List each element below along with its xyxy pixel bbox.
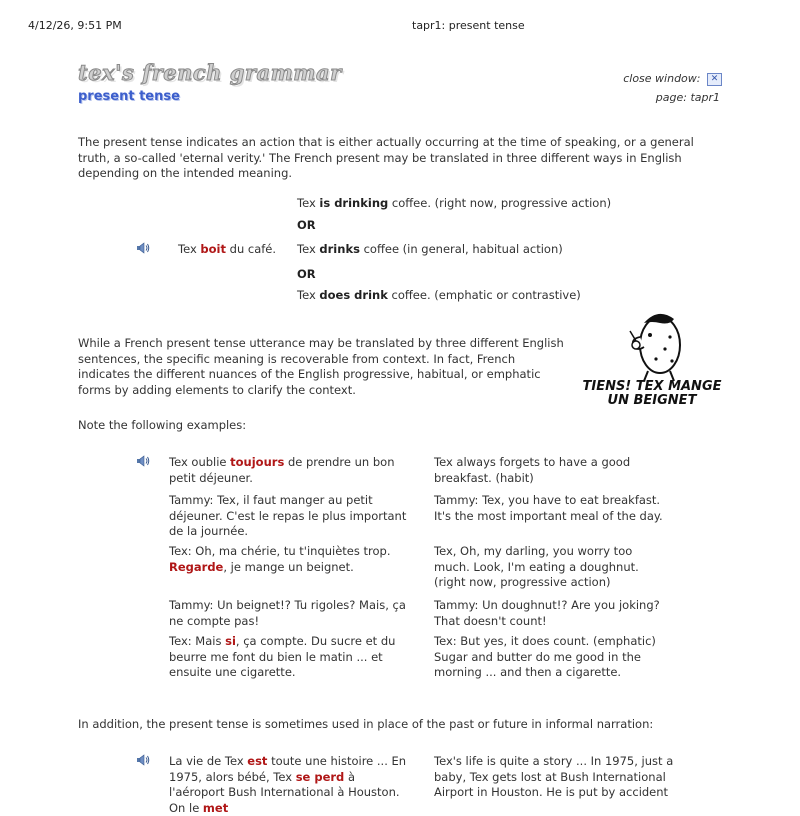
close-window-label: close window: bbox=[623, 72, 701, 85]
or-label: OR bbox=[297, 267, 316, 281]
note-label: Note the following examples: bbox=[78, 418, 247, 432]
page-id: page: tapr1 bbox=[655, 91, 720, 104]
print-title: tapr1: present tense bbox=[412, 19, 525, 32]
dialog-english-1: Tex always forgets to have a good breakfast. (habit) bbox=[434, 455, 631, 485]
cartoon-caption: TIENS! TEX MANGE UN BEIGNET bbox=[582, 379, 722, 408]
translation-habitual: Tex drinks coffee (in general, habitual action) bbox=[297, 242, 563, 256]
dialog-english-4: Tammy: Un doughnut!? Are you joking? That doesn't count! bbox=[434, 598, 660, 628]
dialog-french-2: Tammy: Tex, il faut manger au petit déjeuner. C'est le repas le plus important de la journée. bbox=[169, 493, 407, 538]
or-label: OR bbox=[297, 218, 316, 232]
narration-english: Tex's life is quite a story ... In 1975, just a baby, Tex gets lost at Bush International Airport in Houston. He is put by accident bbox=[434, 754, 674, 799]
narration-paragraph: In addition, the present tense is sometimes used in place of the past or future in informal narration: bbox=[78, 717, 654, 731]
dialog-french-5: Tex: Mais si, ça compte. Du sucre et du beurre me font du bien le matin ... et ensuite une cigarette. bbox=[169, 634, 396, 679]
translation-progressive: Tex is drinking coffee. (right now, progressive action) bbox=[297, 196, 612, 210]
close-window-control[interactable] bbox=[623, 72, 722, 86]
dialog-french-3: Tex: Oh, ma chérie, tu t'inquiètes trop. Regarde, je mange un beignet. bbox=[169, 544, 391, 574]
speaker-icon[interactable] bbox=[136, 754, 150, 766]
print-datetime: 4/12/26, 9:51 PM bbox=[28, 19, 122, 32]
dialog-french-1: Tex oublie toujours de prendre un bon petit déjeuner. bbox=[169, 455, 395, 485]
dialog-english-2: Tammy: Tex, you have to eat breakfast. It's the most important meal of the day. bbox=[434, 493, 663, 523]
example1-french: Tex boit du café. bbox=[178, 242, 277, 256]
speaker-icon[interactable] bbox=[136, 242, 150, 254]
dialog-english-3: Tex, Oh, my darling, you worry too much. Look, I'm eating a doughnut. (right now, progressive action) bbox=[434, 544, 639, 589]
close-icon[interactable]: ✕ bbox=[707, 73, 722, 86]
dialog-english-5: Tex: But yes, it does count. (emphatic) Sugar and butter do me good in the morning ... and then a cigarette. bbox=[434, 634, 656, 679]
context-paragraph: While a French present tense utterance may be translated by three different English sentences, the specific meaning is recoverable from context. In fact, French indicates the different nuances of the English progressive, habitual, or emphatic forms by adding elements to clarify the context. bbox=[78, 336, 564, 397]
narration-french: La vie de Tex est toute une histoire ... En 1975, alors bébé, Tex se perd à l'aéroport Bush International à Houston. On le met bbox=[169, 754, 407, 815]
page-subtitle: present tense bbox=[78, 89, 180, 104]
intro-paragraph: The present tense indicates an action that is either actually occurring at the time of speaking, or a general truth, a so-called 'eternal verity.' The French present may be translated in three different ways in English depending on the intended meaning. bbox=[78, 135, 694, 180]
speaker-icon[interactable] bbox=[136, 455, 150, 467]
site-logo: tex's french grammar bbox=[78, 60, 342, 85]
dialog-french-4: Tammy: Un beignet!? Tu rigoles? Mais, ça ne compte pas! bbox=[169, 598, 406, 628]
translation-emphatic: Tex does drink coffee. (emphatic or contrastive) bbox=[297, 288, 581, 302]
cartoon-tex-eating-image bbox=[600, 305, 710, 383]
